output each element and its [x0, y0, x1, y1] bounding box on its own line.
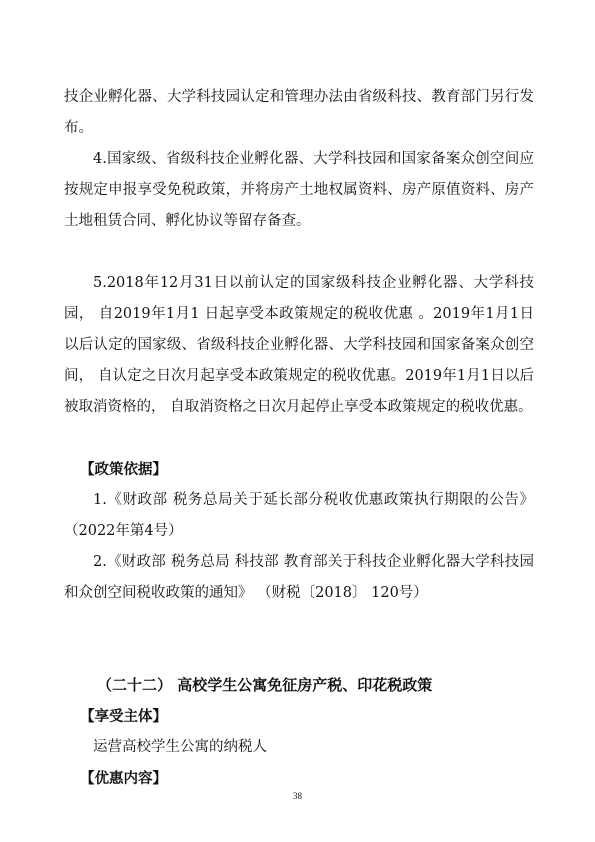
- heading-policy-basis: 【政策依据】: [80, 461, 167, 478]
- heading-preferential-content: 【优惠内容】: [80, 770, 167, 787]
- paragraph-continuation: 技企业孵化器、大学科技园认定和管理办法由省级科技、教育部门另行发布。: [64, 89, 534, 136]
- beneficiary-text: 运营高校学生公寓的纳税人: [93, 739, 267, 755]
- paragraph-item-5: 5.2018年12月31日以前认定的国家级科技企业孵化器、大学科技园， 自2019年1月1 日起享受本政策规定的税收优惠 。2019年1月1日以后认定的国家级、省级科技企业孵化器、大学科技园和国家备案众创空间， 自认定之日次月起享受本政策规定的税收优惠。2019年1月1日以后被取消资格的， 自取消资格之日次月起停止享受本政策规定的税收优惠。: [64, 275, 534, 415]
- heading-beneficiary: 【享受主体】: [80, 708, 167, 725]
- policy-basis-2: 2.《财政部 税务总局 科技部 教育部关于科技企业孵化器大学科技园和众创空间税收政策的通知》 （财税〔2018〕 120号）: [64, 554, 534, 601]
- section-title: （二十二） 高校学生公寓免征房产税、印花税政策: [97, 676, 433, 694]
- policy-basis-1: 1.《财政部 税务总局关于延长部分税收优惠政策执行期限的公告》 （2022年第4号）: [64, 492, 534, 539]
- page-number: 38: [293, 791, 302, 801]
- paragraph-item-4: 4.国家级、省级科技企业孵化器、大学科技园和国家备案众创空间应按规定申报享受免税政策，并将房产土地权属资料、房产原值资料、房产土地租赁合同、孵化协议等留存备查。: [64, 151, 534, 229]
